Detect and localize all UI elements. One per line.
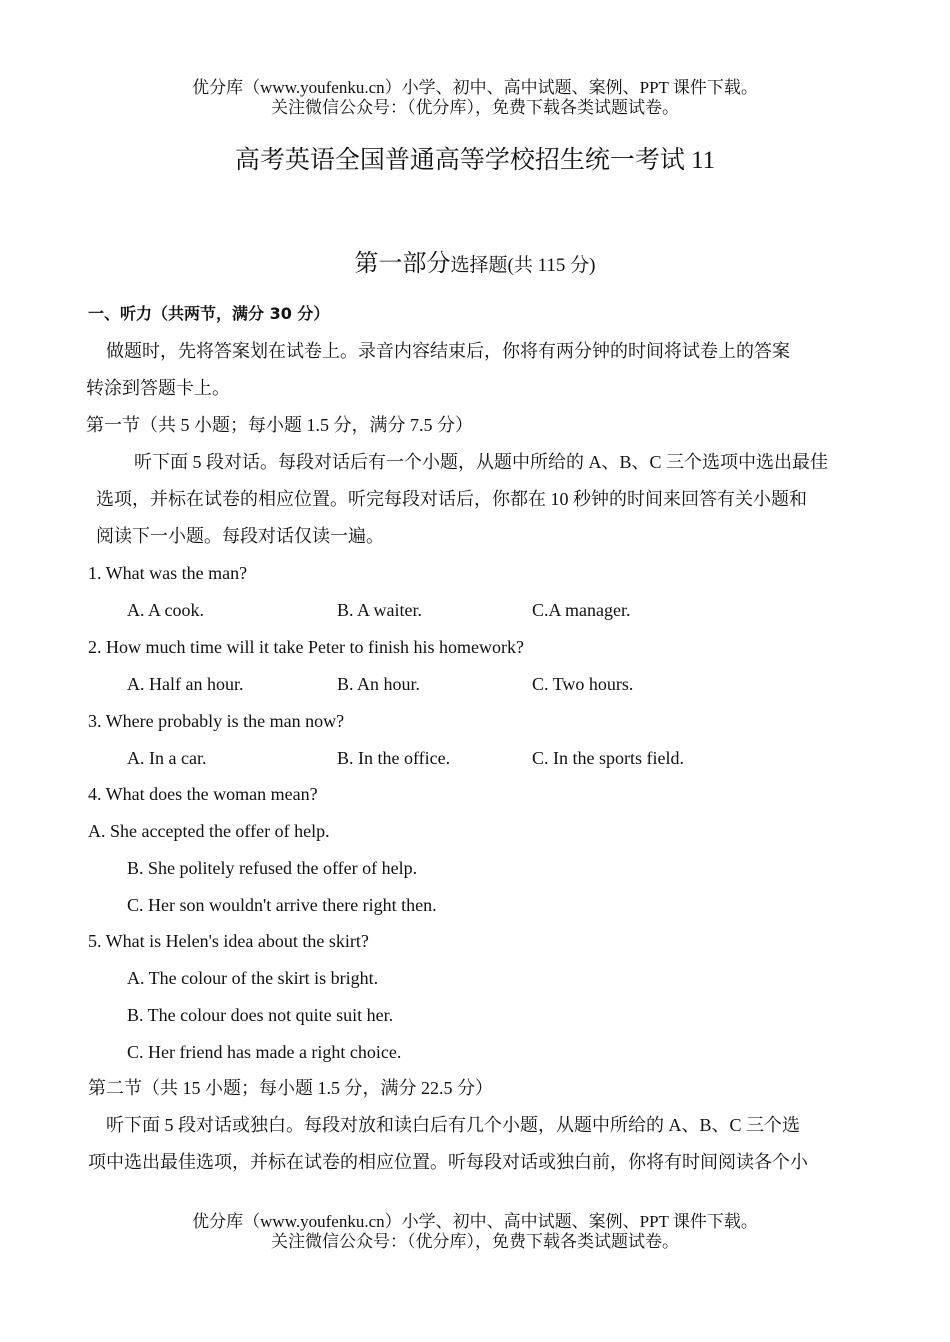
question-5-option-c: C. Her friend has made a right choice. (127, 1042, 402, 1062)
question-2-option-c: C. Two hours. (532, 674, 634, 694)
question-5-option-a: A. The colour of the skirt is bright. (127, 968, 379, 988)
subsection-1-line-2: 选项，并标在试卷的相应位置。听完每段对话后，你都在 10 秒钟的时间来回答有关小题和 (96, 489, 807, 509)
page-title: 高考英语全国普通高等学校招生统一考试 11 (234, 147, 716, 174)
part-heading-sub: 选择题(共 115 分) (450, 255, 596, 276)
footer-line-1: 优分库（www.youfenku.cn）小学、初中、高中试题、案例、PPT 课件下载。 (192, 1212, 758, 1231)
subsection-1-heading: 第一节（共 5 小题；每小题 1.5 分，满分 7.5 分） (86, 415, 473, 435)
question-3-option-c: C. In the sports field. (532, 748, 684, 768)
subsection-2-line-2: 项中选出最佳选项，并标在试卷的相应位置。听每段对话或独白前，你将有时间阅读各个小 (88, 1152, 808, 1172)
footer-line-2: 关注微信公众号：（优分库），免费下载各类试题试卷。 (271, 1232, 679, 1251)
question-5: 5. What is Helen's idea about the skirt? (88, 931, 369, 951)
header-line-1: 优分库（www.youfenku.cn）小学、初中、高中试题、案例、PPT 课件下载。 (192, 78, 758, 97)
question-1: 1. What was the man? (88, 563, 248, 583)
header-line-2: 关注微信公众号：（优分库），免费下载各类试题试卷。 (271, 98, 679, 117)
question-2: 2. How much time will it take Peter to finish his homework? (88, 637, 524, 657)
subsection-1-line-1: 听下面 5 段对话。每段对话后有一个小题，从题中所给的 A、B、C 三个选项中选出最佳 (134, 452, 829, 472)
subsection-1-line-3: 阅读下一小题。每段对话仅读一遍。 (96, 526, 384, 546)
question-1-option-a: A. A cook. (127, 600, 205, 620)
question-3-option-b: B. In the office. (337, 748, 451, 768)
subsection-2-heading: 第二节（共 15 小题；每小题 1.5 分，满分 22.5 分） (88, 1078, 493, 1098)
section-intro-line-2: 转涂到答题卡上。 (86, 378, 230, 398)
question-4-option-c: C. Her son wouldn't arrive there right then. (127, 895, 437, 915)
question-4: 4. What does the woman mean? (88, 784, 318, 804)
question-1-option-b: B. A waiter. (337, 600, 422, 620)
section-heading-listening: 一、听力（共两节，满分 30 分） (88, 304, 330, 323)
section-intro-line-1: 做题时，先将答案划在试卷上。录音内容结束后，你将有两分钟的时间将试卷上的答案 (106, 341, 790, 361)
part-heading (0, 248, 950, 281)
question-3-option-a: A. In a car. (127, 748, 207, 768)
part-heading-main: 第一部分 (354, 249, 451, 277)
question-5-option-b: B. The colour does not quite suit her. (127, 1005, 394, 1025)
question-2-option-a: A. Half an hour. (127, 674, 244, 694)
question-2-option-b: B. An hour. (337, 674, 421, 694)
subsection-2-line-1: 听下面 5 段对话或独白。每段对放和读白后有几个小题，从题中所给的 A、B、C 三个选 (106, 1115, 801, 1135)
question-3: 3. Where probably is the man now? (88, 711, 345, 731)
question-4-option-b: B. She politely refused the offer of help. (127, 858, 418, 878)
question-4-option-a: A. She accepted the offer of help. (88, 821, 330, 841)
question-1-option-c: C.A manager. (532, 600, 631, 620)
